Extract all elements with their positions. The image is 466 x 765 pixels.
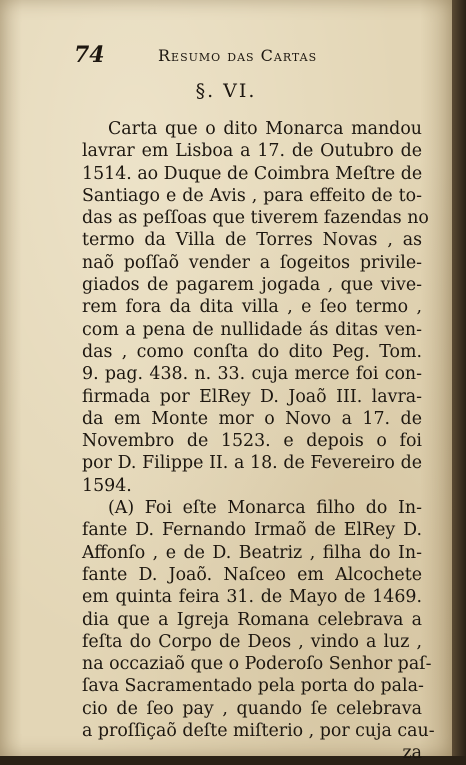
text-line: rem fora da dita villa , e ſeo termo , <box>82 297 422 318</box>
text-line: com a pena de nullidade ás ditas ven- <box>82 319 422 340</box>
text-line: Santiago e de Avis , para effeito de to- <box>82 185 422 206</box>
note-line: ſava Sacramentado pela porta do pala- <box>82 676 424 697</box>
note-line: na occaziaõ que o Poderoſo Senhor paſ- <box>82 654 432 675</box>
text-line: giados de pagarem jogada , que vive- <box>82 275 422 296</box>
running-head: Resumo das Cartas <box>158 46 318 65</box>
page-header <box>74 42 374 72</box>
text-line: da em Monte mor o Novo a 17. de <box>82 408 422 429</box>
text-line: 1594. <box>82 475 132 496</box>
note-line: fante D. Fernando Irmaõ de ElRey D. <box>82 520 422 541</box>
catchword: za <box>402 743 422 764</box>
section-title: §. VI. <box>195 80 257 102</box>
note-line: Affonſo , e de D. Beatriz , filha do In- <box>82 542 422 563</box>
note-line: fante D. Joaõ. Naſceo em Alcochete <box>82 564 422 585</box>
text-line: naõ poſſaõ vender a ſogeitos privile- <box>82 252 422 273</box>
text-line: lavrar em Lisboa a 17. de Outubro de <box>82 141 422 162</box>
text-line: das , como conſta do dito Peg. Tom. <box>82 341 422 362</box>
body-text <box>82 118 435 765</box>
note-line: feſta do Corpo de Deos , vindo a luz , <box>82 631 422 652</box>
note-line: em quinta feira 31. de Mayo de 1469. <box>82 587 422 608</box>
note-line: dia que a Igreja Romana celebrava a <box>82 609 422 630</box>
text-line: firmada por ElRey D. Joaõ III. lavra- <box>82 386 422 407</box>
text-line: por D. Filippe II. a 18. de Fevereiro de <box>82 453 422 474</box>
note-line: a proſſiçaõ deſte miſterio , por cuja cau- <box>82 721 435 742</box>
page-number: 74 <box>74 42 105 68</box>
note-line: cio de ſeo pay , quando ſe celebrava <box>82 698 422 719</box>
text-line: 9. pag. 438. n. 33. cuja merce foi con- <box>82 364 422 385</box>
text-line: Novembro de 1523. e depois o foi <box>82 431 422 452</box>
text-line: 1514. ao Duque de Coimbra Meſtre de <box>82 163 423 184</box>
text-line: Carta que o dito Monarca mandou <box>108 119 422 139</box>
note-line: (A) Foi eſte Monarca filho do In- <box>108 498 422 519</box>
text-line: termo da Villa de Torres Novas , as <box>82 230 422 251</box>
text-line: das as peſſoas que tiverem fazendas no <box>82 208 429 229</box>
page-edge <box>452 0 466 756</box>
